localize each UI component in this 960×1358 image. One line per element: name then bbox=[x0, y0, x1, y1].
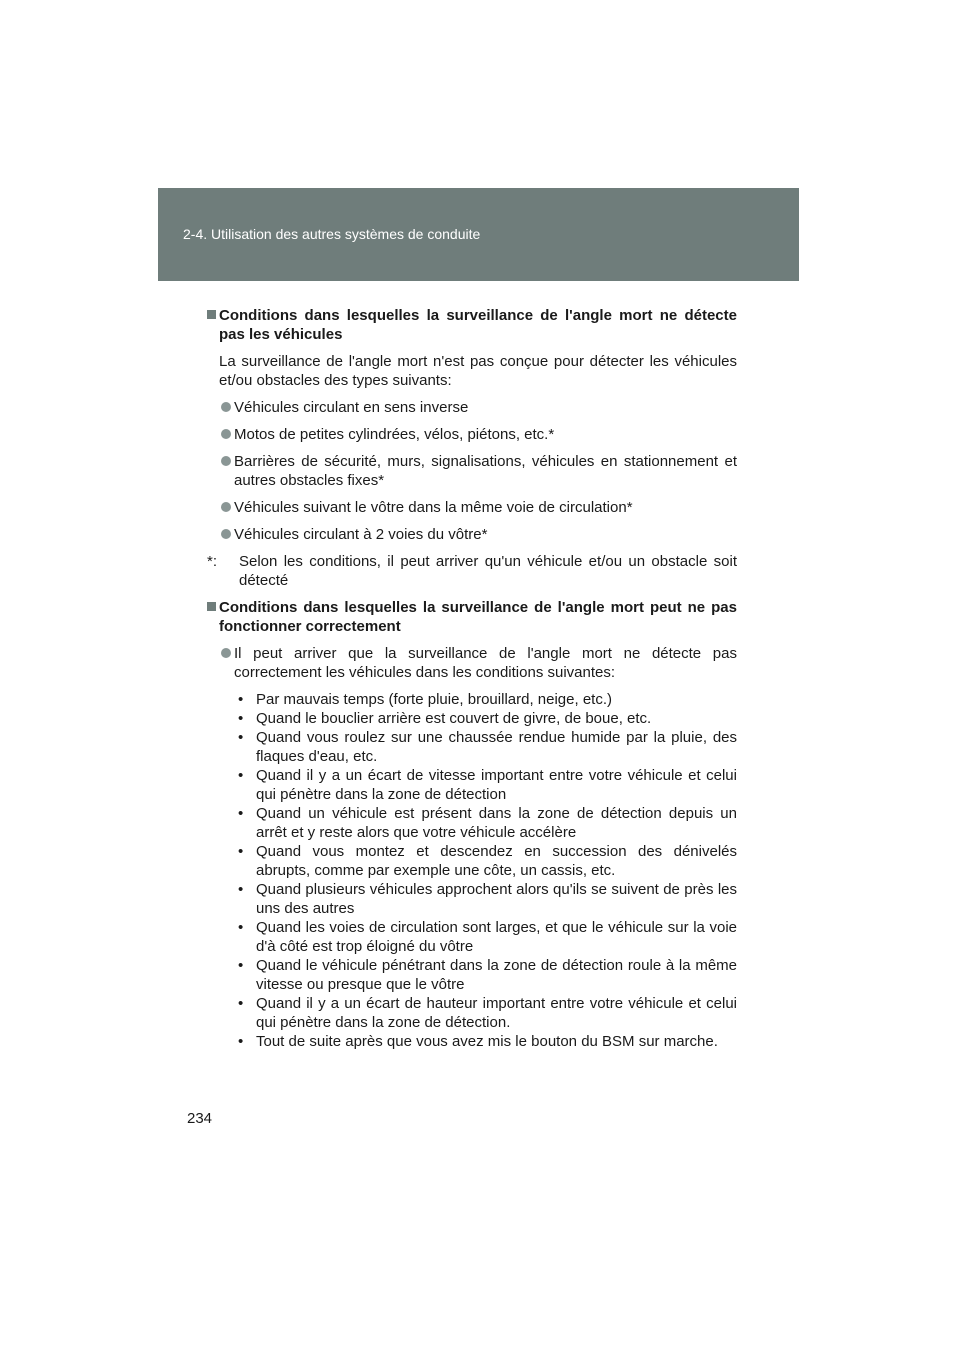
footnote-text: Selon les conditions, il peut arriver qu'un véhicule et/ou un obstacle soit détecté bbox=[239, 553, 737, 589]
dot-bullet-icon: • bbox=[238, 767, 244, 784]
list-item bbox=[219, 644, 737, 682]
sub-list-item bbox=[234, 766, 737, 804]
dot-bullet-icon: • bbox=[238, 729, 244, 746]
square-bullet-icon bbox=[207, 602, 216, 611]
list-item-text: Véhicules circulant en sens inverse bbox=[234, 399, 469, 416]
sub-list-item bbox=[234, 880, 737, 918]
dot-bullet-icon: • bbox=[238, 995, 244, 1012]
page-content bbox=[207, 306, 737, 1051]
sub-list bbox=[234, 690, 737, 1051]
section-heading-text: Conditions dans lesquelles la surveillance de l'angle mort peut ne pas fonctionner correctement bbox=[219, 599, 737, 635]
footnote bbox=[207, 552, 737, 590]
sub-list-item bbox=[234, 690, 737, 709]
page-number: 234 bbox=[187, 1110, 213, 1127]
section-heading bbox=[207, 306, 737, 344]
dot-bullet-icon: • bbox=[238, 843, 244, 860]
sub-list-item-text: Quand il y a un écart de vitesse important entre votre véhicule et celui qui pénètre dans la zone de détection bbox=[256, 767, 737, 803]
dot-bullet-icon: • bbox=[238, 710, 244, 727]
circle-bullet-icon bbox=[221, 502, 231, 512]
sub-list-item-text: Quand les voies de circulation sont larges, et que le véhicule sur la voie d'à côté est trop éloigné du vôtre bbox=[256, 919, 737, 955]
dot-bullet-icon: • bbox=[238, 805, 244, 822]
list-item bbox=[219, 498, 737, 517]
sub-list-item-text: Quand vous roulez sur une chaussée rendue humide par la pluie, des flaques d'eau, etc. bbox=[256, 729, 737, 765]
footnote-mark: *: bbox=[207, 553, 218, 570]
list-item-text: Motos de petites cylindrées, vélos, piétons, etc.* bbox=[234, 426, 555, 443]
list-item bbox=[219, 452, 737, 490]
square-bullet-icon bbox=[207, 310, 216, 319]
dot-bullet-icon: • bbox=[238, 919, 244, 936]
sub-list-item-text: Tout de suite après que vous avez mis le bouton du BSM sur marche. bbox=[256, 1033, 718, 1050]
sub-list-item-text: Par mauvais temps (forte pluie, brouillard, neige, etc.) bbox=[256, 691, 612, 708]
circle-bullet-icon bbox=[221, 648, 231, 658]
sub-list-item bbox=[234, 842, 737, 880]
circle-bullet-icon bbox=[221, 529, 231, 539]
circle-bullet-icon bbox=[221, 456, 231, 466]
sub-list-item-text: Quand il y a un écart de hauteur important entre votre véhicule et celui qui pénètre dans la zone de détection. bbox=[256, 995, 737, 1031]
sub-list-item bbox=[234, 728, 737, 766]
section-heading-text: Conditions dans lesquelles la surveillance de l'angle mort ne détecte pas les véhicules bbox=[219, 307, 737, 343]
sub-list-item-text: Quand le bouclier arrière est couvert de givre, de boue, etc. bbox=[256, 710, 652, 727]
sub-list-item-text: Quand plusieurs véhicules approchent alors qu'ils se suivent de près les uns des autres bbox=[256, 881, 737, 917]
circle-bullet-icon bbox=[221, 429, 231, 439]
list-item-text: Véhicules circulant à 2 voies du vôtre* bbox=[234, 526, 488, 543]
sub-list-item bbox=[234, 918, 737, 956]
sub-list-item bbox=[234, 1032, 737, 1051]
sub-list-item-text: Quand le véhicule pénétrant dans la zone de détection roule à la même vitesse ou presque que le vôtre bbox=[256, 957, 737, 993]
header-bar bbox=[158, 188, 799, 281]
section-heading bbox=[207, 598, 737, 636]
sub-list-item bbox=[234, 709, 737, 728]
dot-bullet-icon: • bbox=[238, 957, 244, 974]
dot-bullet-icon: • bbox=[238, 691, 244, 708]
section-title: 2-4. Utilisation des autres systèmes de conduite bbox=[183, 226, 481, 242]
intro-paragraph: La surveillance de l'angle mort n'est pas conçue pour détecter les véhicules et/ou obstacles des types suivants: bbox=[219, 353, 737, 389]
list-item bbox=[219, 425, 737, 444]
dot-bullet-icon: • bbox=[238, 1033, 244, 1050]
sub-list-item bbox=[234, 994, 737, 1032]
list-item bbox=[219, 398, 737, 417]
dot-bullet-icon: • bbox=[238, 881, 244, 898]
sub-list-item-text: Quand vous montez et descendez en succession des dénivelés abrupts, comme par exemple une côte, un cassis, etc. bbox=[256, 843, 737, 879]
sub-list-item bbox=[234, 804, 737, 842]
list-item-text: Véhicules suivant le vôtre dans la même voie de circulation* bbox=[234, 499, 633, 516]
list-item-text: Barrières de sécurité, murs, signalisations, véhicules en stationnement et autres obstacles fixes* bbox=[234, 453, 737, 489]
sub-list-item bbox=[234, 956, 737, 994]
list-item bbox=[219, 525, 737, 544]
circle-bullet-icon bbox=[221, 402, 231, 412]
list-item-text: Il peut arriver que la surveillance de l'angle mort ne détecte pas correctement les véhicules dans les conditions suivantes: bbox=[234, 645, 737, 681]
sub-list-item-text: Quand un véhicule est présent dans la zone de détection depuis un arrêt et y reste alors que votre véhicule accélère bbox=[256, 805, 737, 841]
